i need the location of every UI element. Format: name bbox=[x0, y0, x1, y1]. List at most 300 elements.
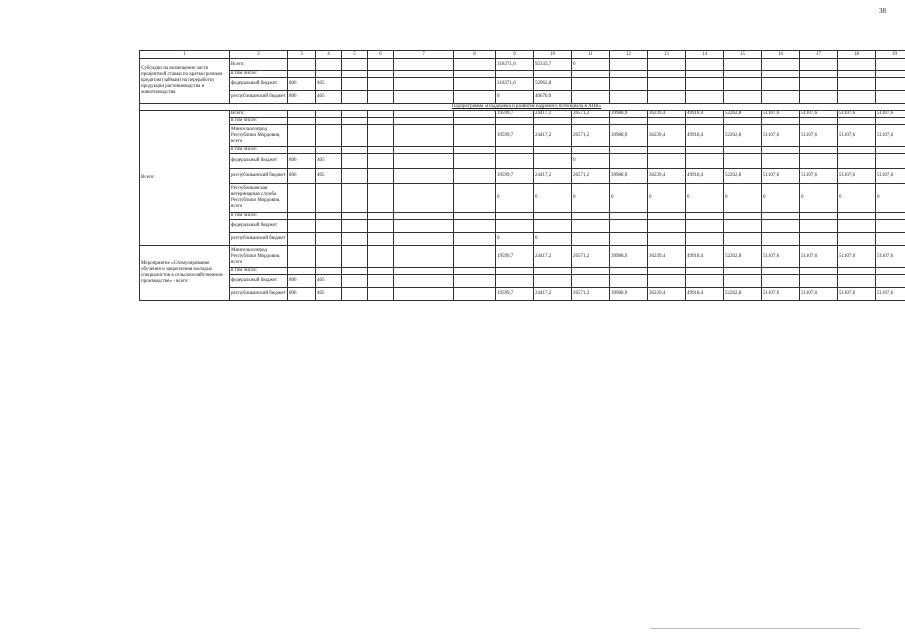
value-cell: 0 bbox=[572, 184, 610, 213]
value-cell bbox=[610, 59, 648, 71]
code-cell: 405 bbox=[316, 169, 342, 184]
value-cell bbox=[800, 220, 838, 233]
value-cell bbox=[838, 71, 876, 78]
value-cell bbox=[724, 71, 762, 78]
code-cell: 806 bbox=[288, 288, 316, 301]
value-cell bbox=[648, 268, 686, 275]
empty-cell bbox=[342, 246, 368, 268]
table-row bbox=[140, 118, 905, 125]
value-cell bbox=[724, 233, 762, 246]
code-cell: 806 bbox=[288, 275, 316, 288]
value-cell bbox=[648, 233, 686, 246]
empty-cell bbox=[342, 268, 368, 275]
value-cell bbox=[762, 233, 800, 246]
value-cell bbox=[838, 220, 876, 233]
empty-cell bbox=[454, 246, 496, 268]
value-cell: 0 bbox=[496, 91, 534, 104]
value-cell bbox=[610, 233, 648, 246]
code-cell bbox=[288, 220, 316, 233]
value-cell bbox=[724, 91, 762, 104]
row-label: в том числе: bbox=[230, 71, 288, 78]
empty-cell bbox=[342, 59, 368, 71]
empty-cell bbox=[368, 118, 394, 125]
value-cell bbox=[496, 154, 534, 169]
value-cell bbox=[610, 220, 648, 233]
empty-cell bbox=[394, 184, 454, 213]
value-cell: 0 bbox=[762, 184, 800, 213]
value-cell: 0 bbox=[572, 154, 610, 169]
value-cell bbox=[686, 154, 724, 169]
value-cell: 51107,6 bbox=[838, 288, 876, 301]
empty-cell bbox=[454, 288, 496, 301]
value-cell bbox=[572, 268, 610, 275]
row-label: Минсельхозпрод Республики Мордовия, всего bbox=[230, 125, 288, 147]
value-cell bbox=[572, 220, 610, 233]
empty-cell bbox=[368, 71, 394, 78]
value-cell: 318371,6 bbox=[496, 59, 534, 71]
code-cell bbox=[288, 184, 316, 213]
value-cell: 0 bbox=[686, 184, 724, 213]
value-cell bbox=[648, 154, 686, 169]
value-cell bbox=[876, 275, 905, 288]
empty-cell bbox=[342, 125, 368, 147]
value-cell bbox=[838, 118, 876, 125]
value-cell bbox=[572, 91, 610, 104]
value-cell bbox=[686, 220, 724, 233]
empty-cell bbox=[368, 213, 394, 220]
value-cell bbox=[876, 59, 905, 71]
code-cell: 806 bbox=[288, 91, 316, 104]
column-header: 2 bbox=[230, 51, 288, 59]
value-cell: 49918,4 bbox=[686, 169, 724, 184]
empty-cell bbox=[342, 213, 368, 220]
value-cell bbox=[610, 147, 648, 154]
row-label: республиканский бюджет bbox=[230, 288, 288, 301]
code-cell bbox=[316, 184, 342, 213]
table-row bbox=[140, 147, 905, 154]
value-cell bbox=[876, 147, 905, 154]
value-cell bbox=[610, 78, 648, 91]
row-label: федеральный бюджет bbox=[230, 78, 288, 91]
empty-cell bbox=[394, 118, 454, 125]
value-cell: 51107,6 bbox=[838, 111, 876, 118]
value-cell bbox=[876, 220, 905, 233]
value-cell bbox=[648, 220, 686, 233]
empty-cell bbox=[394, 246, 454, 268]
empty-cell bbox=[394, 288, 454, 301]
column-header: 10 bbox=[534, 51, 572, 59]
value-cell bbox=[800, 71, 838, 78]
value-cell: 39988,9 bbox=[610, 288, 648, 301]
value-cell bbox=[686, 118, 724, 125]
value-cell bbox=[876, 71, 905, 78]
code-cell bbox=[316, 220, 342, 233]
value-cell: 0 bbox=[724, 184, 762, 213]
value-cell: 51107,6 bbox=[800, 125, 838, 147]
value-cell: 51107,6 bbox=[762, 111, 800, 118]
code-cell bbox=[316, 213, 342, 220]
empty-cell bbox=[454, 220, 496, 233]
table-row bbox=[140, 246, 905, 268]
value-cell bbox=[572, 275, 610, 288]
code-cell: 806 bbox=[288, 78, 316, 91]
empty-cell bbox=[454, 233, 496, 246]
value-cell bbox=[762, 147, 800, 154]
value-cell bbox=[800, 91, 838, 104]
value-cell: 49918,4 bbox=[686, 246, 724, 268]
code-cell bbox=[316, 147, 342, 154]
value-cell bbox=[800, 268, 838, 275]
empty-cell bbox=[394, 91, 454, 104]
value-cell: 39988,9 bbox=[610, 246, 648, 268]
value-cell bbox=[800, 154, 838, 169]
empty-cell bbox=[342, 91, 368, 104]
value-cell bbox=[686, 71, 724, 78]
code-cell bbox=[316, 268, 342, 275]
column-header: 8 bbox=[454, 51, 496, 59]
value-cell bbox=[610, 268, 648, 275]
empty-cell bbox=[368, 111, 394, 118]
empty-cell bbox=[394, 233, 454, 246]
empty-cell bbox=[394, 169, 454, 184]
empty-cell bbox=[342, 78, 368, 91]
value-cell bbox=[496, 220, 534, 233]
value-cell bbox=[724, 213, 762, 220]
value-cell bbox=[800, 213, 838, 220]
value-cell bbox=[762, 275, 800, 288]
value-cell: 19599,7 bbox=[496, 111, 534, 118]
table-row bbox=[140, 111, 905, 118]
code-cell bbox=[316, 233, 342, 246]
empty-cell bbox=[368, 246, 394, 268]
table-row bbox=[140, 288, 905, 301]
value-cell bbox=[572, 78, 610, 91]
code-cell bbox=[288, 125, 316, 147]
column-header: 18 bbox=[838, 51, 876, 59]
value-cell: 26571,2 bbox=[572, 288, 610, 301]
value-cell bbox=[724, 78, 762, 91]
value-cell: 52062,8 bbox=[534, 78, 572, 91]
value-cell: 51107,6 bbox=[876, 111, 905, 118]
value-cell bbox=[648, 91, 686, 104]
value-cell bbox=[762, 220, 800, 233]
empty-cell bbox=[454, 91, 496, 104]
value-cell bbox=[762, 154, 800, 169]
value-cell: 26571,2 bbox=[572, 111, 610, 118]
column-header: 3 bbox=[288, 51, 316, 59]
table-row bbox=[140, 213, 905, 220]
code-cell bbox=[288, 246, 316, 268]
value-cell bbox=[724, 220, 762, 233]
table-row bbox=[140, 275, 905, 288]
row-label: в том числе: bbox=[230, 118, 288, 125]
empty-cell bbox=[342, 288, 368, 301]
empty-cell bbox=[368, 184, 394, 213]
value-cell: 36239,4 bbox=[648, 169, 686, 184]
value-cell bbox=[496, 147, 534, 154]
empty-cell bbox=[394, 268, 454, 275]
empty-cell bbox=[394, 59, 454, 71]
value-cell bbox=[496, 118, 534, 125]
value-cell bbox=[686, 78, 724, 91]
value-cell: 52262,8 bbox=[724, 169, 762, 184]
value-cell bbox=[534, 118, 572, 125]
value-cell bbox=[648, 275, 686, 288]
code-cell: 405 bbox=[316, 288, 342, 301]
code-cell bbox=[316, 246, 342, 268]
value-cell bbox=[534, 154, 572, 169]
empty-cell bbox=[454, 213, 496, 220]
empty-cell bbox=[368, 220, 394, 233]
row-label: Всего: bbox=[230, 111, 288, 118]
value-cell bbox=[648, 78, 686, 91]
value-cell bbox=[724, 59, 762, 71]
empty-cell bbox=[342, 220, 368, 233]
code-cell: 405 bbox=[316, 154, 342, 169]
value-cell bbox=[800, 59, 838, 71]
table-row bbox=[140, 71, 905, 78]
value-cell: 36239,4 bbox=[648, 125, 686, 147]
value-cell: 0 bbox=[496, 184, 534, 213]
value-cell bbox=[762, 78, 800, 91]
value-cell: 51107,6 bbox=[838, 125, 876, 147]
value-cell bbox=[610, 154, 648, 169]
value-cell bbox=[686, 59, 724, 71]
value-cell: 0 bbox=[876, 184, 905, 213]
value-cell: 26571,2 bbox=[572, 169, 610, 184]
value-cell bbox=[762, 213, 800, 220]
value-cell: 51107,6 bbox=[876, 169, 905, 184]
value-cell: 26571,2 bbox=[572, 246, 610, 268]
value-cell bbox=[724, 147, 762, 154]
value-cell: 0 bbox=[610, 184, 648, 213]
column-header: 14 bbox=[686, 51, 724, 59]
value-cell: 0 bbox=[534, 233, 572, 246]
value-cell bbox=[724, 154, 762, 169]
empty-cell bbox=[368, 125, 394, 147]
row-label: в том числе: bbox=[230, 268, 288, 275]
empty-cell bbox=[368, 78, 394, 91]
empty-cell bbox=[342, 184, 368, 213]
empty-cell bbox=[368, 169, 394, 184]
empty-cell bbox=[342, 71, 368, 78]
value-cell bbox=[876, 154, 905, 169]
value-cell: 19599,7 bbox=[496, 288, 534, 301]
value-cell bbox=[610, 275, 648, 288]
value-cell bbox=[686, 147, 724, 154]
value-cell: 0 bbox=[838, 184, 876, 213]
value-cell bbox=[534, 275, 572, 288]
empty-cell bbox=[394, 111, 454, 118]
value-cell: 52262,8 bbox=[724, 125, 762, 147]
value-cell bbox=[648, 213, 686, 220]
value-cell: 52262,8 bbox=[724, 111, 762, 118]
empty-cell bbox=[368, 59, 394, 71]
code-cell bbox=[288, 233, 316, 246]
value-cell: 36239,4 bbox=[648, 111, 686, 118]
value-cell: 36239,4 bbox=[648, 288, 686, 301]
totals-name-cell: Всего: bbox=[140, 111, 230, 246]
empty-cell bbox=[454, 169, 496, 184]
empty-cell bbox=[342, 111, 368, 118]
column-header: 7 bbox=[394, 51, 454, 59]
empty-cell bbox=[454, 125, 496, 147]
empty-cell bbox=[454, 71, 496, 78]
value-cell bbox=[572, 71, 610, 78]
row-label: Минсельхозпрод Республики Мордовия, всего bbox=[230, 246, 288, 268]
code-cell bbox=[288, 147, 316, 154]
value-cell bbox=[648, 71, 686, 78]
value-cell: 19599,7 bbox=[496, 246, 534, 268]
value-cell bbox=[800, 147, 838, 154]
subprogram-row bbox=[140, 104, 905, 111]
value-cell: 51107,6 bbox=[762, 169, 800, 184]
value-cell bbox=[648, 147, 686, 154]
value-cell: 51107,6 bbox=[800, 246, 838, 268]
empty-cell bbox=[342, 169, 368, 184]
footer-line bbox=[650, 628, 860, 629]
value-cell bbox=[762, 268, 800, 275]
value-cell bbox=[572, 213, 610, 220]
code-cell: 806 bbox=[288, 169, 316, 184]
table-row bbox=[140, 59, 905, 71]
table-row bbox=[140, 125, 905, 147]
table-row bbox=[140, 184, 905, 213]
value-cell: 36239,4 bbox=[648, 246, 686, 268]
code-cell: 405 bbox=[316, 91, 342, 104]
row-label: федеральный бюджет bbox=[230, 220, 288, 233]
row-label: республиканский бюджет bbox=[230, 91, 288, 104]
value-cell bbox=[610, 118, 648, 125]
value-cell bbox=[534, 147, 572, 154]
table-row bbox=[140, 78, 905, 91]
empty-cell bbox=[454, 59, 496, 71]
value-cell bbox=[762, 71, 800, 78]
row-label: в том числе: bbox=[230, 213, 288, 220]
empty-cell bbox=[454, 154, 496, 169]
value-cell: 51107,6 bbox=[838, 169, 876, 184]
value-cell bbox=[686, 233, 724, 246]
value-cell: 24417,2 bbox=[534, 288, 572, 301]
value-cell: 24417,2 bbox=[534, 246, 572, 268]
measure-name-cell: Мероприятие «Стимулирование обучения и закрепления молодых специалистов в сельскохозяйственном производстве» - всего: bbox=[140, 246, 230, 301]
empty-cell bbox=[394, 220, 454, 233]
value-cell: 51107,6 bbox=[800, 288, 838, 301]
code-cell bbox=[288, 118, 316, 125]
value-cell bbox=[534, 71, 572, 78]
empty-cell bbox=[454, 275, 496, 288]
value-cell bbox=[876, 233, 905, 246]
value-cell: 52262,8 bbox=[724, 288, 762, 301]
empty-cell bbox=[454, 78, 496, 91]
table-row bbox=[140, 268, 905, 275]
value-cell bbox=[838, 154, 876, 169]
empty-cell bbox=[454, 118, 496, 125]
value-cell: 19599,7 bbox=[496, 169, 534, 184]
value-cell bbox=[686, 213, 724, 220]
value-cell bbox=[876, 118, 905, 125]
row-label: Всего: bbox=[230, 59, 288, 71]
column-header: 19 bbox=[876, 51, 905, 59]
value-cell bbox=[572, 147, 610, 154]
code-cell bbox=[316, 71, 342, 78]
empty-cell bbox=[368, 288, 394, 301]
value-cell: 40670,9 bbox=[534, 91, 572, 104]
value-cell: 39988,9 bbox=[610, 125, 648, 147]
table-row bbox=[140, 91, 905, 104]
value-cell: 51107,6 bbox=[876, 288, 905, 301]
code-cell bbox=[316, 118, 342, 125]
column-header: 16 bbox=[762, 51, 800, 59]
value-cell bbox=[648, 59, 686, 71]
table-row bbox=[140, 154, 905, 169]
code-cell bbox=[288, 268, 316, 275]
empty-cell bbox=[368, 154, 394, 169]
value-cell bbox=[838, 213, 876, 220]
value-cell bbox=[572, 118, 610, 125]
column-header: 5 bbox=[342, 51, 368, 59]
row-label: федеральный бюджет bbox=[230, 275, 288, 288]
value-cell: 318371,6 bbox=[496, 78, 534, 91]
value-cell: 0 bbox=[534, 184, 572, 213]
column-header: 1 bbox=[140, 51, 230, 59]
value-cell: 92333,7 bbox=[534, 59, 572, 71]
value-cell bbox=[762, 59, 800, 71]
code-cell: 405 bbox=[316, 275, 342, 288]
value-cell: 39988,9 bbox=[610, 169, 648, 184]
empty-cell bbox=[368, 268, 394, 275]
value-cell bbox=[838, 268, 876, 275]
value-cell bbox=[762, 91, 800, 104]
value-cell: 0 bbox=[648, 184, 686, 213]
empty-cell bbox=[342, 275, 368, 288]
value-cell bbox=[838, 147, 876, 154]
empty-cell bbox=[394, 78, 454, 91]
value-cell bbox=[876, 78, 905, 91]
empty-cell bbox=[454, 147, 496, 154]
value-cell bbox=[838, 78, 876, 91]
value-cell bbox=[686, 268, 724, 275]
value-cell: 49918,4 bbox=[686, 125, 724, 147]
column-header: 9 bbox=[496, 51, 534, 59]
code-cell bbox=[316, 59, 342, 71]
value-cell bbox=[648, 118, 686, 125]
value-cell: 52262,8 bbox=[724, 246, 762, 268]
code-cell bbox=[316, 125, 342, 147]
value-cell: 51107,6 bbox=[800, 111, 838, 118]
table-row bbox=[140, 220, 905, 233]
value-cell: 24417,2 bbox=[534, 169, 572, 184]
empty-cell bbox=[342, 154, 368, 169]
value-cell bbox=[534, 268, 572, 275]
code-cell bbox=[288, 111, 316, 118]
value-cell: 24417,2 bbox=[534, 111, 572, 118]
value-cell bbox=[686, 91, 724, 104]
value-cell: 0 bbox=[496, 233, 534, 246]
value-cell: 51107,6 bbox=[762, 125, 800, 147]
row-label: федеральный бюджет bbox=[230, 154, 288, 169]
empty-cell bbox=[454, 268, 496, 275]
value-cell: 24417,2 bbox=[534, 125, 572, 147]
empty-cell bbox=[394, 125, 454, 147]
empty-cell bbox=[454, 184, 496, 213]
code-cell bbox=[288, 59, 316, 71]
row-label: республиканский бюджет bbox=[230, 233, 288, 246]
value-cell bbox=[496, 275, 534, 288]
value-cell bbox=[610, 213, 648, 220]
code-cell bbox=[316, 111, 342, 118]
value-cell bbox=[838, 59, 876, 71]
